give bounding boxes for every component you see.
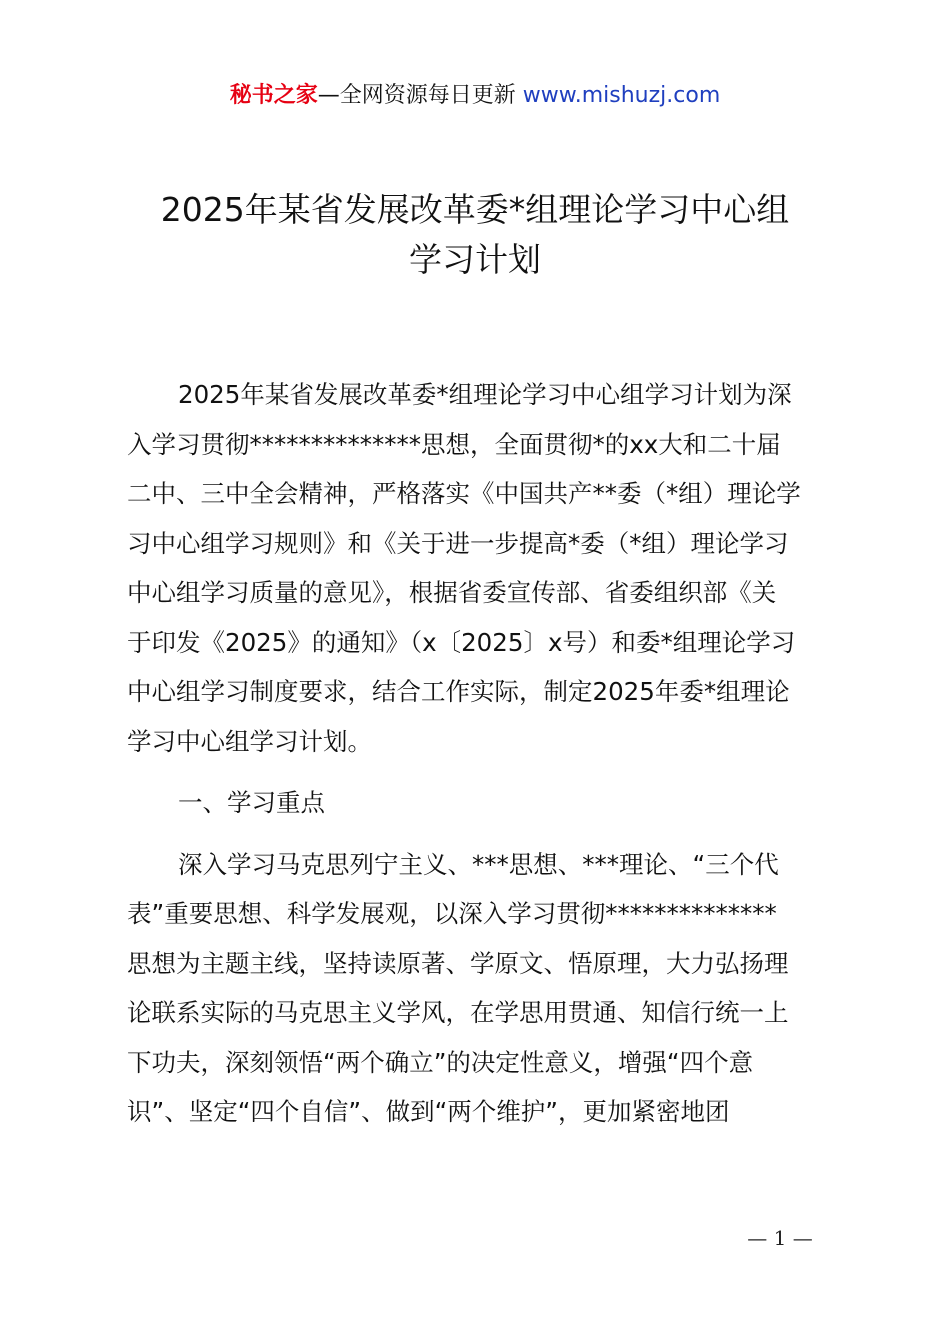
- paragraph-line: 学习中心组学习计划。: [127, 726, 372, 756]
- intro-paragraph: [127, 370, 833, 766]
- paragraph-line: 二中、三中全会精神，严格落实《中国共产**委（*组）理论学: [127, 479, 801, 508]
- page-number: — 1 —: [747, 1226, 813, 1250]
- paragraph-gap: [127, 766, 833, 778]
- paragraph-line: 识”、坚定“四个自信”、做到“两个维护”，更加紧密地团: [127, 1097, 730, 1126]
- site-slogan: —全网资源每日更新: [317, 83, 523, 108]
- paragraph-line: 深入学习马克思列宁主义、***思想、***理论、“三个代: [178, 849, 779, 879]
- paragraph-line: 中心组学习制度要求，结合工作实际，制定2025年委*组理论: [127, 677, 790, 706]
- document-body: [127, 370, 833, 1137]
- paragraph-line: 习中心组学习规则》和《关于进一步提高*委（*组）理论学习: [127, 528, 789, 558]
- site-header: [0, 80, 950, 112]
- site-brand: 秘书之家: [229, 83, 318, 108]
- paragraph-line: 于印发《2025》的通知》（x〔2025〕x号）和委*组理论学习: [127, 627, 796, 657]
- paragraph-line: 2025年某省发展改革委*组理论学习中心组学习计划为深: [178, 380, 792, 409]
- paragraph-line: 表”重要思想、科学发展观，以深入学习贯彻**************: [127, 899, 777, 928]
- paragraph-line: 中心组学习质量的意见》，根据省委宣传部、省委组织部《关: [127, 578, 777, 607]
- paragraph-gap: [127, 828, 833, 840]
- section-paragraph: [127, 840, 833, 1137]
- title-line-1: 2025年某省发展改革委*组理论学习中心组: [160, 190, 790, 229]
- title-line-2: 学习计划: [409, 239, 541, 279]
- site-url[interactable]: www.mishuzj.com: [522, 83, 721, 108]
- paragraph-line: 思想为主题主线，坚持读原著、学原文、悟原理，大力弘扬理: [127, 948, 789, 978]
- paragraph-line: 入学习贯彻**************思想，全面贯彻*的xx大和二十届: [127, 429, 781, 459]
- paragraph-line: 论联系实际的马克思主义学风，在学思用贯通、知信行统一上: [127, 998, 789, 1027]
- paragraph-line: 下功夫，深刻领悟“两个确立”的决定性意义，增强“四个意: [127, 1047, 754, 1077]
- section-heading: 一、学习重点: [178, 788, 325, 817]
- document-title: [100, 180, 850, 279]
